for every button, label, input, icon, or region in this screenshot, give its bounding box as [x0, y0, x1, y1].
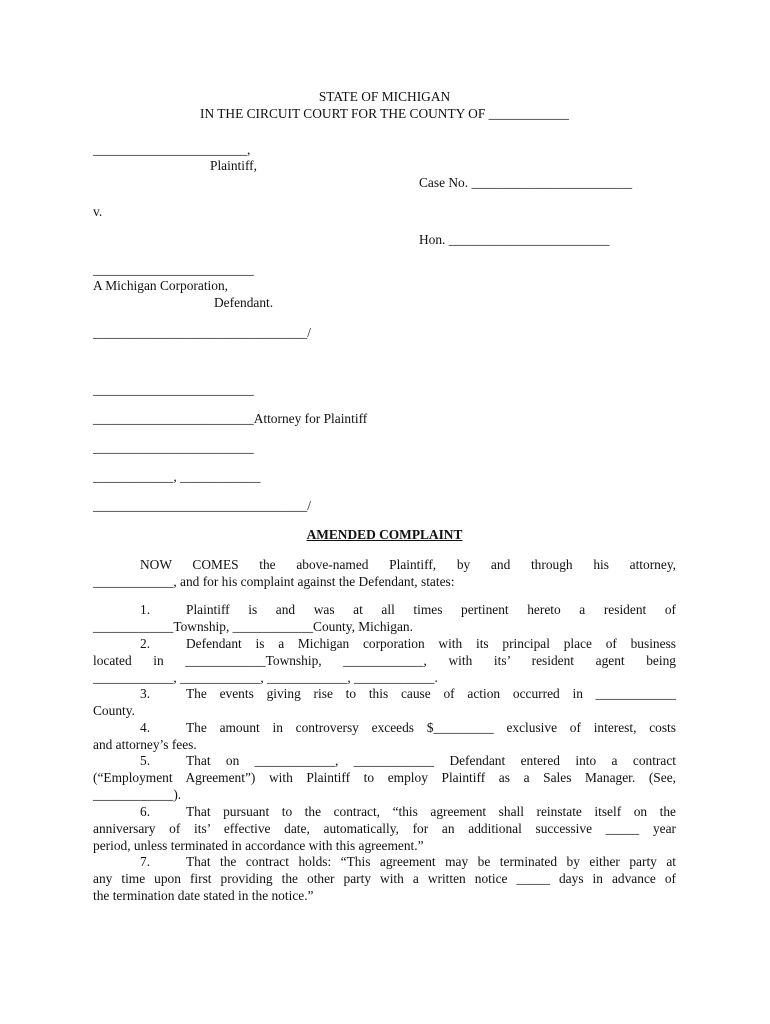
- caption-close-line: ________________________________/: [93, 325, 311, 340]
- court-heading: IN THE CIRCUIT COURT FOR THE COUNTY OF ____________: [200, 106, 569, 121]
- judge-line: Hon. ________________________: [419, 232, 610, 247]
- paragraph-2: [93, 635, 676, 686]
- defendant-name-blank: ________________________: [93, 262, 254, 277]
- defendant-label: Defendant.: [214, 295, 274, 310]
- p3-line-2: County.: [93, 703, 135, 718]
- p7-line-1: That the contract holds: “This agreement may be terminated by either party at: [186, 854, 676, 869]
- complaint-title: AMENDED COMPLAINT: [306, 527, 463, 542]
- p5-line-3: ____________).: [93, 787, 182, 802]
- p3-line-1: The events giving rise to this cause of action occurred in ____________: [186, 686, 676, 701]
- state-heading: STATE OF MICHIGAN: [318, 89, 451, 104]
- plaintiff-label: Plaintiff,: [210, 158, 257, 173]
- plaintiff-name-blank: _______________________,: [93, 142, 251, 157]
- p2-line-1: Defendant is a Michigan corporation with its principal place of business: [186, 636, 676, 651]
- p5-line-1: That on ____________, ____________ Defendant entered into a contract: [186, 753, 676, 768]
- paragraph-7: [93, 853, 676, 904]
- paragraph-number: 3.: [140, 686, 151, 701]
- p6-line-3: period, unless terminated in accordance with this agreement.”: [93, 838, 424, 853]
- p1-line-1: Plaintiff is and was at all times pertinent hereto a resident of: [186, 602, 676, 617]
- intro-paragraph: [93, 556, 676, 590]
- p7-line-2: any time upon first providing the other party with a written notice _____ days in advance of: [93, 871, 676, 886]
- defendant-corporation: A Michigan Corporation,: [93, 278, 229, 293]
- p6-line-1: That pursuant to the contract, “this agreement shall reinstate itself on the: [186, 804, 676, 819]
- paragraph-number: 1.: [140, 602, 151, 617]
- p5-line-2: (“Employment Agreement”) with Plaintiff to employ Plaintiff as a Sales Manager. (See,: [93, 770, 676, 785]
- attorney-line-1: ________________________: [93, 382, 254, 397]
- p4-line-2: and attorney’s fees.: [93, 737, 197, 752]
- case-number: Case No. ________________________: [419, 175, 633, 190]
- paragraph-number: 2.: [140, 636, 151, 651]
- paragraph-3: [93, 685, 676, 719]
- paragraph-number: 4.: [140, 720, 151, 735]
- p2-line-2: located in ____________Township, ____________, with its’ resident agent being: [93, 653, 676, 668]
- paragraph-6: [93, 803, 676, 854]
- p4-line-1: The amount in controversy exceeds $_________ exclusive of interest, costs: [186, 720, 676, 735]
- paragraph-4: [93, 719, 676, 753]
- intro-line-2: ____________, and for his complaint against the Defendant, states:: [93, 574, 455, 589]
- p6-line-2: anniversary of its’ effective date, automatically, for an additional successive _____ year: [93, 821, 676, 836]
- paragraph-5: [93, 752, 676, 803]
- paragraph-number: 5.: [140, 753, 151, 768]
- attorney-line-3: ________________________: [93, 440, 254, 455]
- p7-line-3: the termination date stated in the notice.”: [93, 888, 314, 903]
- paragraph-1: [93, 601, 676, 635]
- attorney-close-line: ________________________________/: [93, 498, 311, 513]
- paragraph-number: 7.: [140, 854, 151, 869]
- p1-line-2: ____________Township, ____________County, Michigan.: [93, 619, 413, 634]
- p2-line-3: ____________, ____________, ____________, ____________.: [93, 670, 438, 685]
- attorney-for-plaintiff: ________________________Attorney for Plaintiff: [93, 411, 368, 426]
- versus: v.: [93, 204, 103, 219]
- intro-line-1: NOW COMES the above-named Plaintiff, by and through his attorney,: [140, 557, 676, 572]
- attorney-line-4: ____________, ____________: [93, 469, 261, 484]
- paragraph-number: 6.: [140, 804, 151, 819]
